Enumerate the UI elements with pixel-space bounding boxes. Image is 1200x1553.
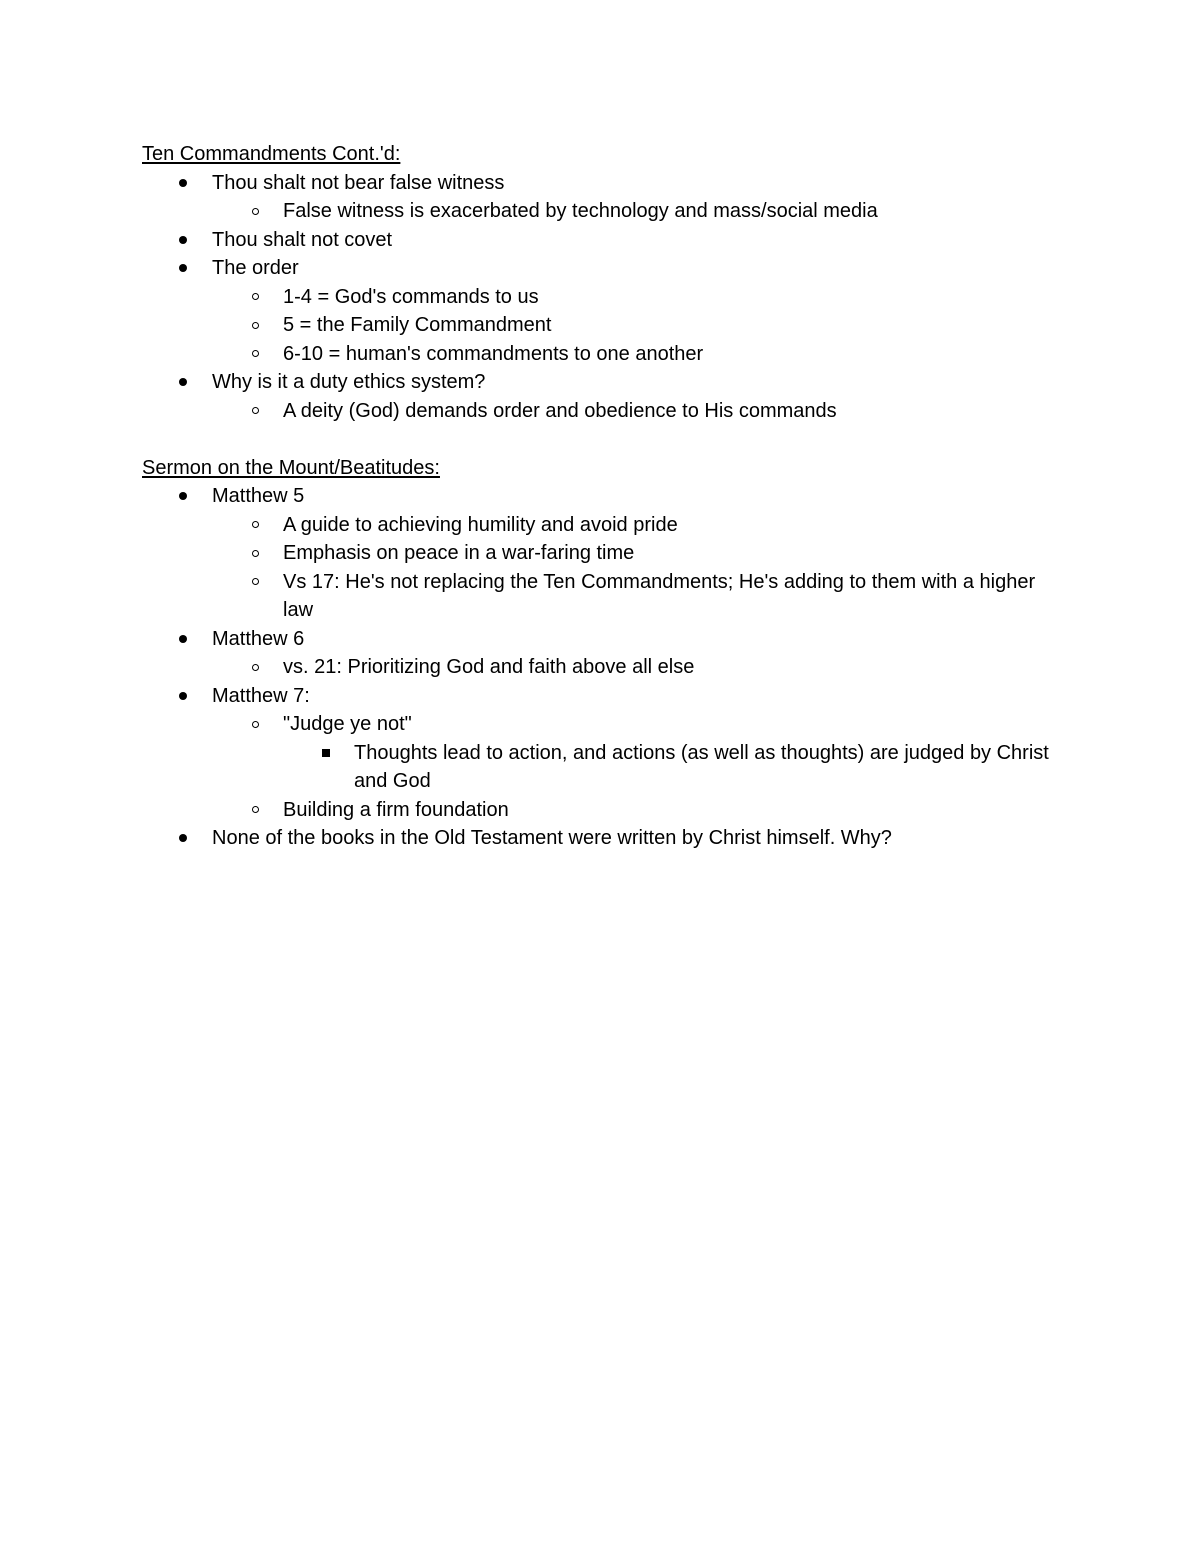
list-item-text: Thou shalt not covet: [212, 228, 393, 251]
list-item: [142, 226, 1062, 255]
list-item-text: Building a firm foundation: [283, 798, 509, 821]
filled-bullet-icon: [176, 482, 190, 511]
filled-bullet-icon: [176, 169, 190, 198]
hollow-bullet-icon: [248, 710, 262, 739]
list-item-text: 1-4 = God's commands to us: [283, 285, 539, 308]
list-item-text: A deity (God) demands order and obedience to His commands: [283, 399, 837, 422]
list-item: [142, 368, 1062, 397]
list-item-text: Matthew 7:: [212, 684, 310, 707]
list-item: [142, 283, 1062, 312]
blank-line: [142, 425, 1062, 454]
list-item: [142, 682, 1062, 711]
hollow-bullet-icon: [248, 653, 262, 682]
hollow-bullet-icon: [248, 568, 262, 597]
section-heading-sermon-on-the-mount: Sermon on the Mount/Beatitudes:: [142, 456, 440, 479]
hollow-bullet-icon: [248, 796, 262, 825]
list-item-text: Vs 17: He's not replacing the Ten Commandments; He's adding to them with a higher law: [283, 570, 1036, 621]
list-item: [142, 824, 1062, 853]
filled-bullet-icon: [176, 226, 190, 255]
list-item: [142, 625, 1062, 654]
bullet-list-sermon-on-the-mount: [142, 482, 1062, 853]
filled-bullet-icon: [176, 368, 190, 397]
square-bullet-icon: [319, 739, 333, 768]
list-item: [142, 653, 1062, 682]
list-item-text: Emphasis on peace in a war-faring time: [283, 542, 635, 564]
list-item: [142, 539, 1062, 568]
list-item-text: False witness is exacerbated by technology and mass/social media: [283, 200, 878, 222]
list-item-text: The order: [212, 257, 299, 279]
list-item-text: Matthew 6: [212, 627, 305, 650]
list-item: [142, 739, 1062, 796]
hollow-bullet-icon: [248, 539, 262, 568]
section-heading-ten-commandments: Ten Commandments Cont.'d:: [142, 143, 401, 165]
list-item-text: Thou shalt not bear false witness: [212, 171, 505, 194]
list-item: [142, 254, 1062, 283]
bullet-list-ten-commandments: [142, 169, 1062, 426]
hollow-bullet-icon: [248, 340, 262, 369]
list-item-text: "Judge ye not": [283, 713, 412, 735]
list-item-text: vs. 21: Prioritizing God and faith above all else: [283, 656, 695, 678]
list-item: [142, 340, 1062, 369]
list-item-text: Matthew 5: [212, 485, 305, 507]
list-item: [142, 482, 1062, 511]
list-item-text: 5 = the Family Commandment: [283, 314, 552, 336]
list-item-text: None of the books in the Old Testament were written by Christ himself. Why?: [212, 827, 892, 849]
hollow-bullet-icon: [248, 197, 262, 226]
list-item-text: Thoughts lead to action, and actions (as well as thoughts) are judged by Christ and God: [354, 741, 1049, 792]
filled-bullet-icon: [176, 625, 190, 654]
hollow-bullet-icon: [248, 311, 262, 340]
list-item: [142, 511, 1062, 540]
hollow-bullet-icon: [248, 511, 262, 540]
filled-bullet-icon: [176, 824, 190, 853]
list-item-text: 6-10 = human's commandments to one another: [283, 342, 704, 365]
hollow-bullet-icon: [248, 397, 262, 426]
list-item: [142, 169, 1062, 198]
list-item: [142, 796, 1062, 825]
list-item-text: Why is it a duty ethics system?: [212, 371, 486, 393]
hollow-bullet-icon: [248, 283, 262, 312]
document-content: [142, 140, 1062, 853]
list-item: [142, 397, 1062, 426]
list-item: [142, 710, 1062, 739]
filled-bullet-icon: [176, 254, 190, 283]
filled-bullet-icon: [176, 682, 190, 711]
list-item: [142, 568, 1062, 625]
list-item: [142, 197, 1062, 226]
list-item-text: A guide to achieving humility and avoid pride: [283, 513, 678, 536]
list-item: [142, 311, 1062, 340]
